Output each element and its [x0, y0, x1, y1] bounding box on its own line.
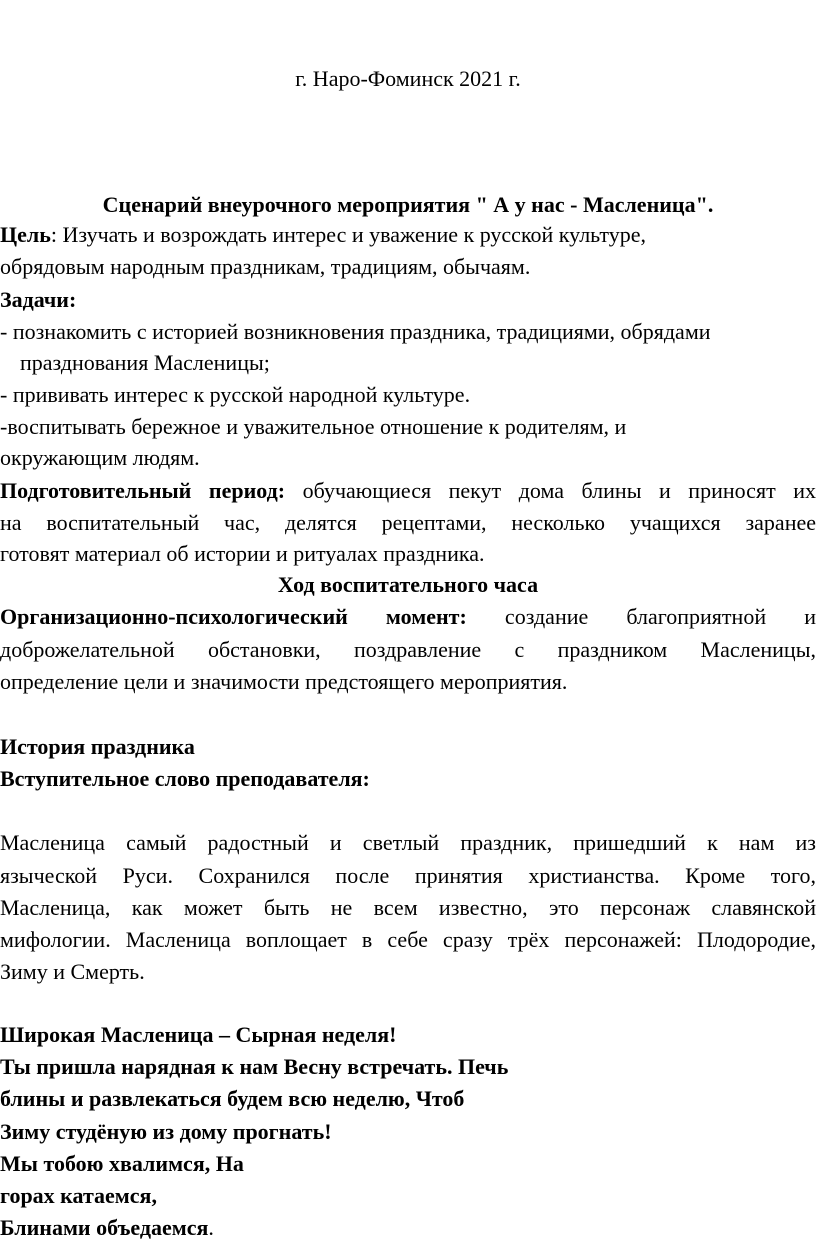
poem-line-3: блины и развлекаться будем всю неделю, Чтоб: [0, 1086, 465, 1111]
tasks-item-3-line-1: -воспитывать бережное и уважительное отношение к родителям, и: [0, 414, 627, 439]
poem-line-4: Зиму студёную из дому прогнать!: [0, 1119, 332, 1144]
org-moment-line-1: [0, 602, 816, 632]
preparation-line-2: на воспитательный час, делятся рецептами, несколько учащихся заранее: [0, 510, 816, 535]
preparation-line-3: готовят материал об истории и ритуалах праздника.: [0, 541, 485, 566]
history-text-line-3: Масленица, как может быть не всем известно, это персонаж славянской: [0, 895, 816, 920]
poem-line-5: Мы тобою хвалимся, На: [0, 1151, 244, 1176]
document-title: Сценарий внеурочного мероприятия " А у нас - Масленица".: [102, 192, 714, 217]
poem-line-7-text: Блинами объедаемся: [0, 1215, 209, 1240]
tasks-item-3-line-2: окружающим людям.: [0, 445, 200, 470]
goal-line-2: обрядовым народным праздникам, традициям, обычаям.: [0, 254, 531, 279]
history-text-line-4: мифологии. Масленица воплощает в себе сразу трёх персонажей: Плодородие,: [0, 927, 816, 952]
tasks-item-1-line-1: - познакомить с историей возникновения праздника, традициями, обрядами: [0, 319, 711, 344]
poem-line-6: горах катаемся,: [0, 1183, 157, 1208]
history-text-line-1: Масленица самый радостный и светлый праздник, пришедший к нам из: [0, 830, 816, 855]
tasks-item-1-line-2: празднования Масленицы;: [20, 350, 270, 375]
history-text-line-5: Зиму и Смерть.: [0, 959, 145, 984]
header-city-year: г. Наро-Фоминск 2021 г.: [295, 66, 521, 91]
goal-text-1: : Изучать и возрождать интерес и уважение к русской культуре,: [50, 222, 646, 247]
history-heading: История праздника: [0, 734, 195, 759]
org-moment-text-1: создание благоприятной и: [466, 604, 816, 629]
tasks-label: Задачи:: [0, 287, 77, 312]
org-moment-label: Организационно-психологический момент:: [0, 604, 467, 629]
poem-line-2: Ты пришла нарядная к нам Весну встречать. Печь: [0, 1054, 509, 1079]
org-moment-line-3: определение цели и значимости предстоящего мероприятия.: [0, 669, 568, 694]
history-text-line-2: языческой Руси. Сохранился после принятия христианства. Кроме того,: [0, 863, 816, 888]
preparation-line-1: [0, 476, 816, 506]
goal-line-1: [0, 220, 816, 250]
tasks-item-2: - прививать интерес к русской народной культуре.: [0, 382, 471, 407]
goal-label: Цель: [0, 222, 51, 247]
course-heading: Ход воспитательного часа: [277, 572, 539, 597]
preparation-label: Подготовительный период:: [0, 478, 286, 503]
poem-line-7: [0, 1213, 816, 1243]
preparation-text-1: обучающиеся пекут дома блины и приносят их: [285, 478, 816, 503]
intro-heading: Вступительное слово преподавателя:: [0, 766, 370, 791]
poem-line-7-period: .: [208, 1215, 214, 1240]
org-moment-line-2: доброжелательной обстановки, поздравление с праздником Масленицы,: [0, 637, 816, 662]
poem-line-1: Широкая Масленица – Сырная неделя!: [0, 1022, 397, 1047]
